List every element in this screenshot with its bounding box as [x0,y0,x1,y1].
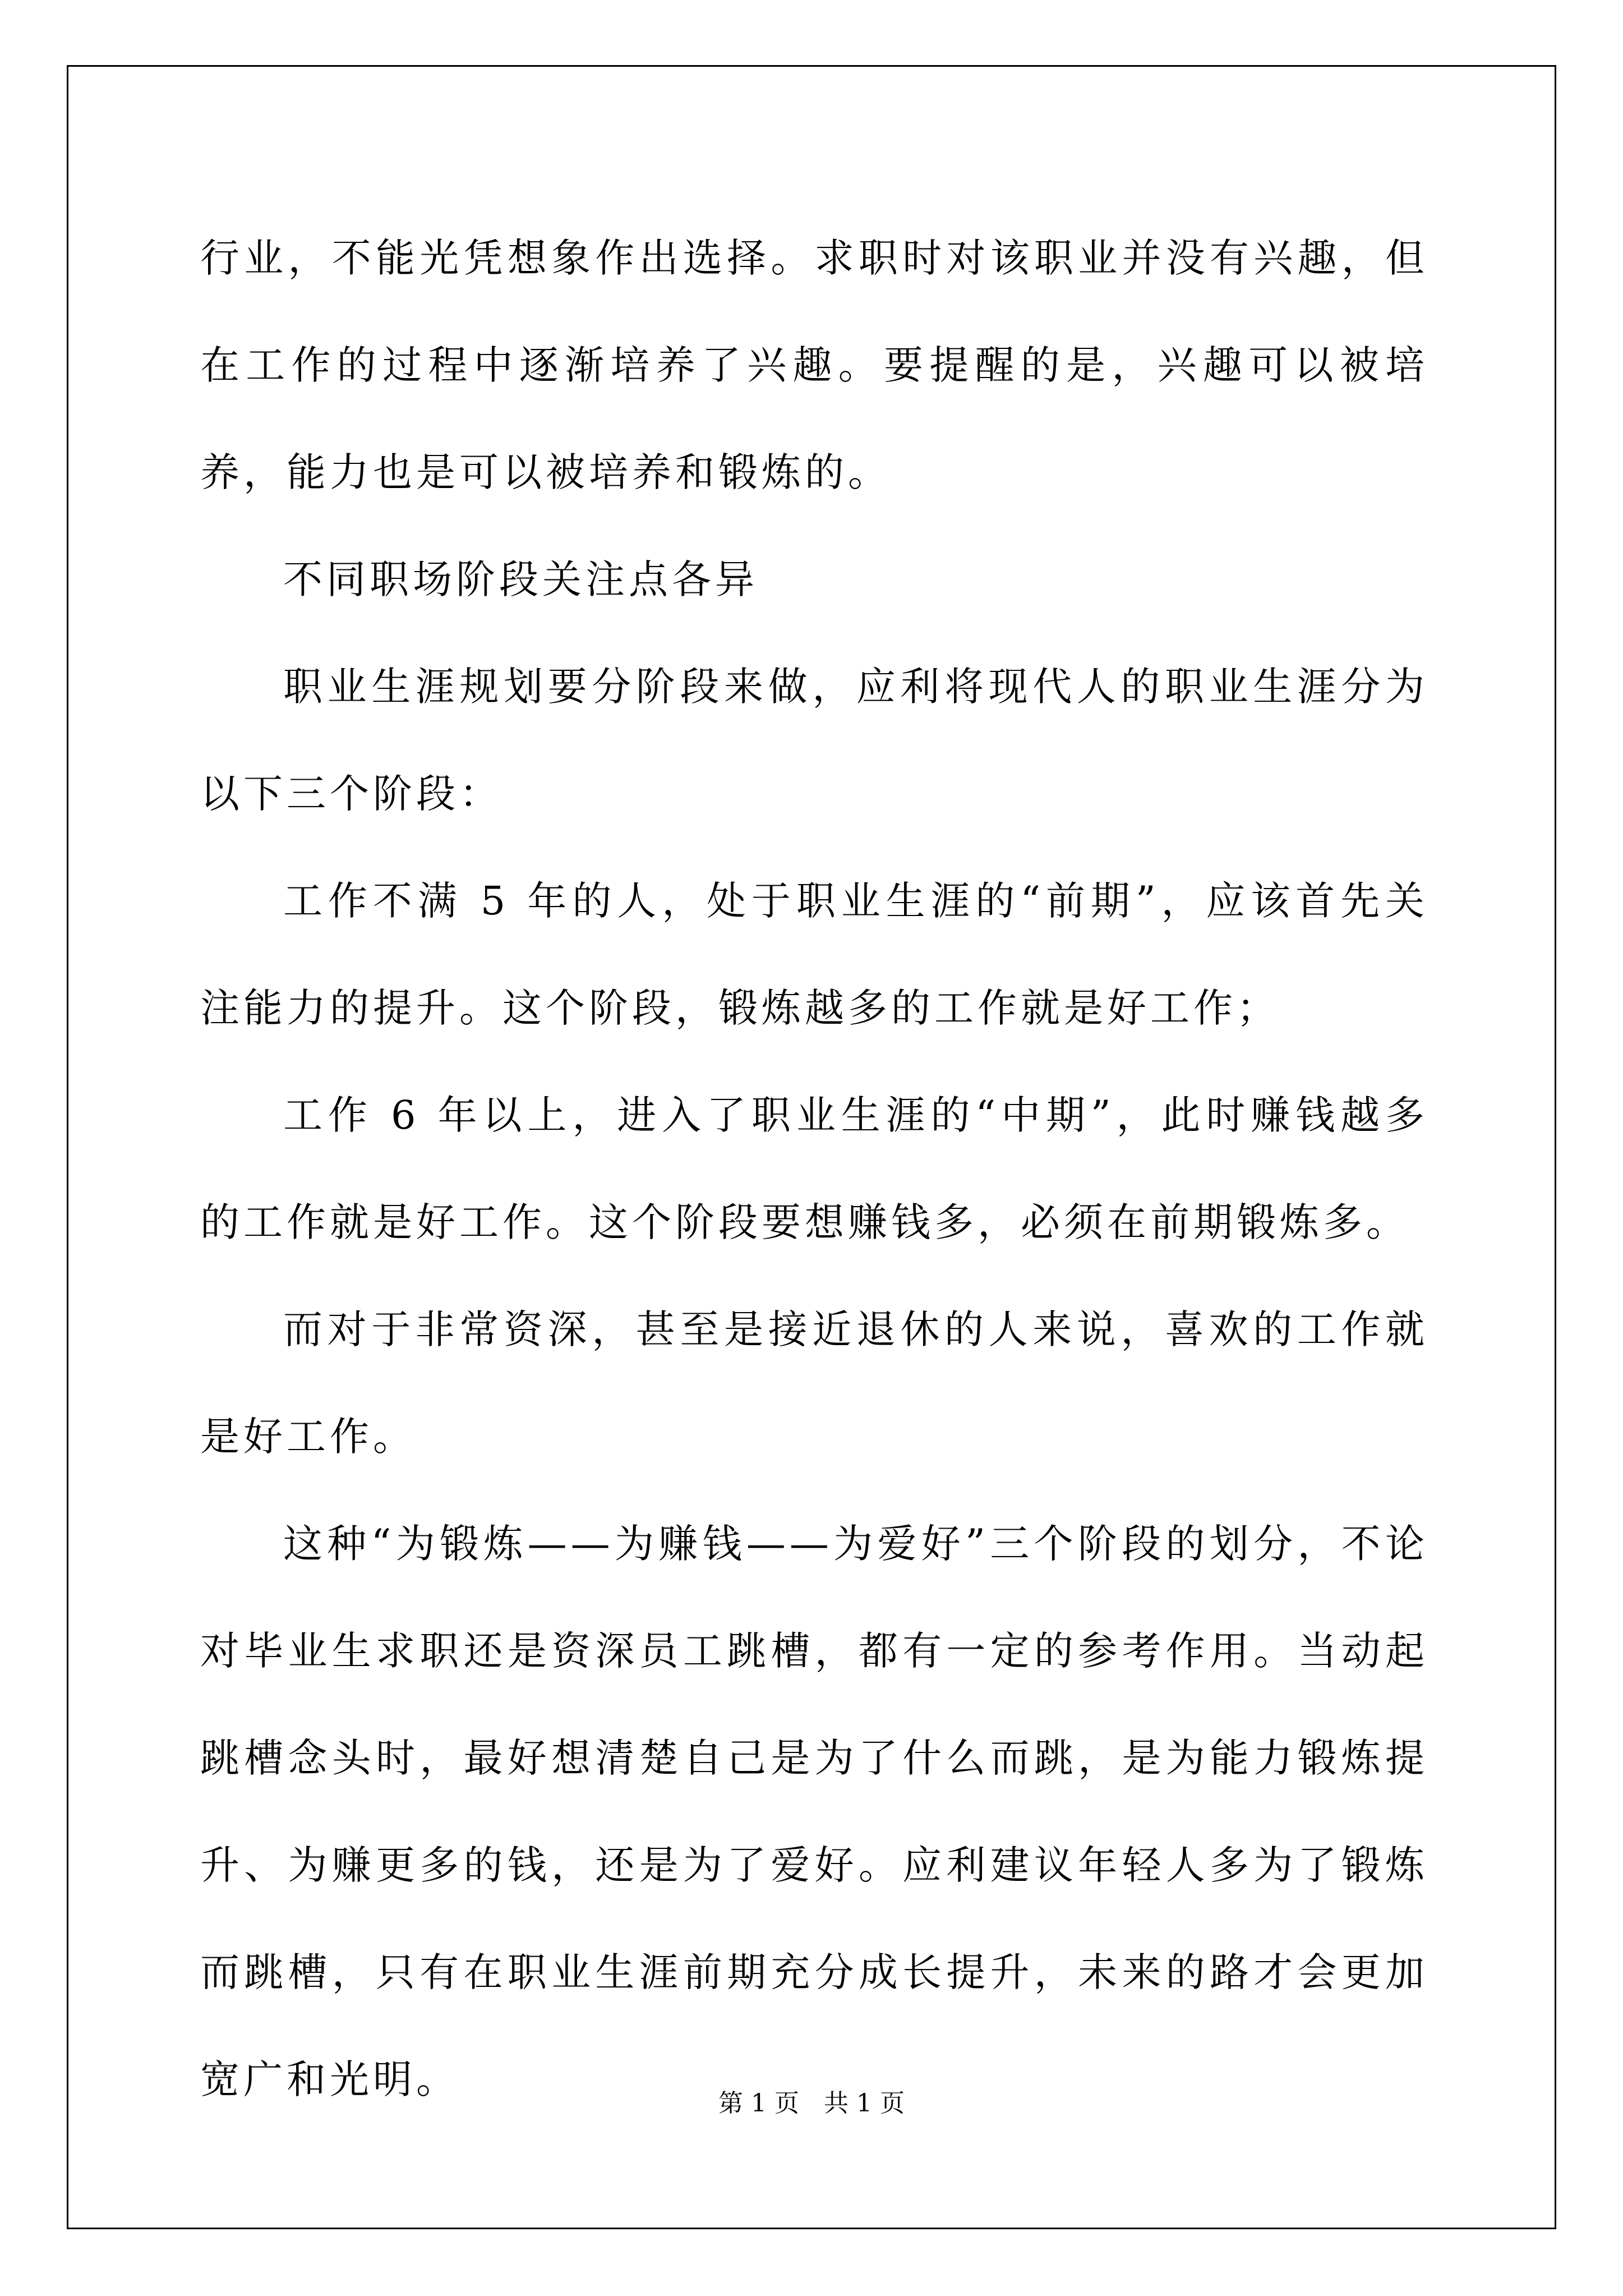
paragraph-1: 行业，不能光凭想象作出选择。求职时对该职业并没有兴趣，但在工作的过程中逐渐培养了兴趣。要提醒的是，兴趣可以被培养，能力也是可以被培养和锻炼的。 [200,235,1428,495]
page-footer [0,2087,1623,2120]
paragraph-7: 这种“为锻炼——为赚钱——为爱好”三个阶段的划分，不论对毕业生求职还是资深员工跳槽，都有一定的参考作用。当动起跳槽念头时，最好想清楚自己是为了什么而跳，是为能力锻炼提升、为赚更多的钱，还是为了爱好。应利建议年轻人多为了锻炼而跳槽，只有在职业生涯前期充分成长提升，未来的路才会更加宽广和光明。 [200,1521,1428,2102]
document-body [200,205,1428,2133]
paragraph-6: 而对于非常资深，甚至是接近退休的人来说，喜欢的工作就是好工作。 [200,1306,1428,1460]
paragraph-3: 职业生涯规划要分阶段来做，应利将现代人的职业生涯分为以下三个阶段： [200,664,1428,817]
paragraph-4: 工作不满 5 年的人，处于职业生涯的“前期”，应该首先关注能力的提升。这个阶段，锻炼越多的工作就是好工作； [200,878,1428,1031]
page-number: 第 1 页 [718,2089,799,2118]
paragraph-5: 工作 6 年以上，进入了职业生涯的“中期”，此时赚钱越多的工作就是好工作。这个阶段要想赚钱多，必须在前期锻炼多。 [200,1092,1428,1245]
page-total: 共 1 页 [824,2089,905,2118]
section-heading: 不同职场阶段关注点各异 [283,556,758,602]
